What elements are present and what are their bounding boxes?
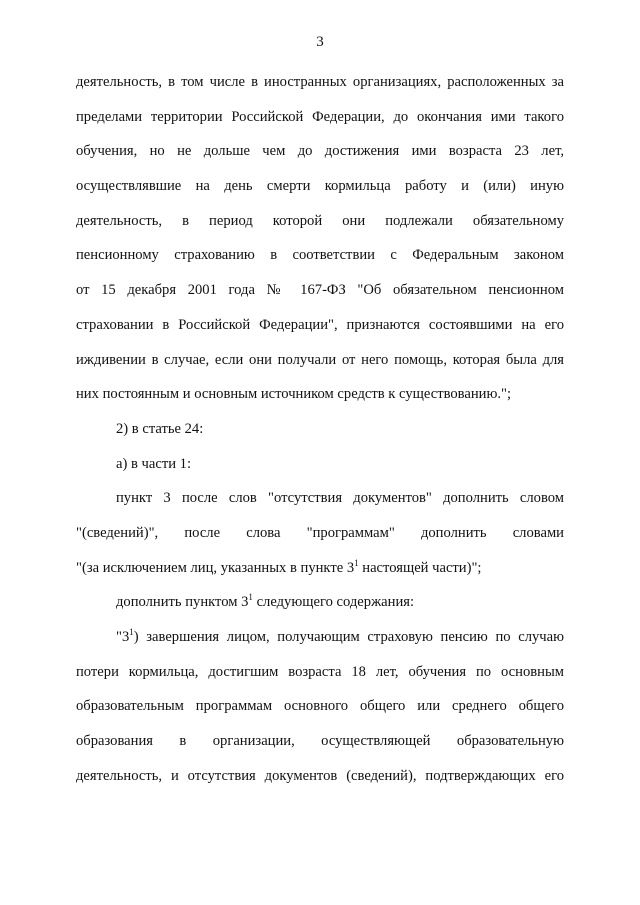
document-body [76,65,564,793]
superscript: 1 [248,592,253,603]
text-segment: следующего содержания: [252,594,415,611]
superscript: 1 [129,627,134,637]
text-line: потери кормильца, достигшим возраста 18 лет, обучения по основным [76,663,564,680]
text-segment: "(за исключением лиц, указанных в пункте 3 [76,559,355,576]
text-line: страховании в Российской Федерации", признаются состоявшими на его [76,316,564,333]
text-line: а) в части 1: [116,455,192,472]
page-number: 3 [316,34,324,50]
text-segment: дополнить пунктом 3 [116,594,249,611]
text-segment: "3 [116,629,130,645]
text-line: пенсионному страхованию в соответствии с Федеральным законом [76,247,564,264]
text-line: деятельность, и отсутствия документов (сведений), подтверждающих его [76,767,564,784]
text-line: обучения, но не дольше чем до достижения ими возраста 23 лет, [76,143,564,160]
text-line: от 15 декабря 2001 года № 167-ФЗ "Об обязательном пенсионном [76,282,564,299]
text-line: иждивении в случае, если они получали от него помощь, которая была для [76,351,564,368]
text-line: деятельность, в период которой они подлежали обязательному [76,212,564,229]
text-line: осуществлявшие на день смерти кормильца работу и (или) иную [76,178,564,195]
text-segment: ) завершения лицом, получающим страховую пенсию по случаю [133,629,564,645]
text-line: 2) в статье 24: [116,420,204,437]
text-line [76,620,564,655]
text-line: "(сведений)", после слова "программам" дополнить словами [76,524,564,541]
superscript: 1 [354,557,359,568]
text-line: них постоянным и основным источником средств к существованию."; [76,386,512,403]
text-line: образовательным программам основного общего или среднего общего [76,698,564,715]
text-line: пределами территории Российской Федерации, до окончания ими такого [76,108,564,125]
text-line: деятельность, в том числе в иностранных организациях, расположенных за [76,74,564,90]
text-line: образования в организации, осуществляющей образовательную [76,733,564,750]
text-line [76,585,564,620]
text-segment: настоящей части)"; [358,559,482,576]
text-line: пункт 3 после слов "отсутствия документов" дополнить словом [116,490,564,507]
text-line [76,551,564,586]
